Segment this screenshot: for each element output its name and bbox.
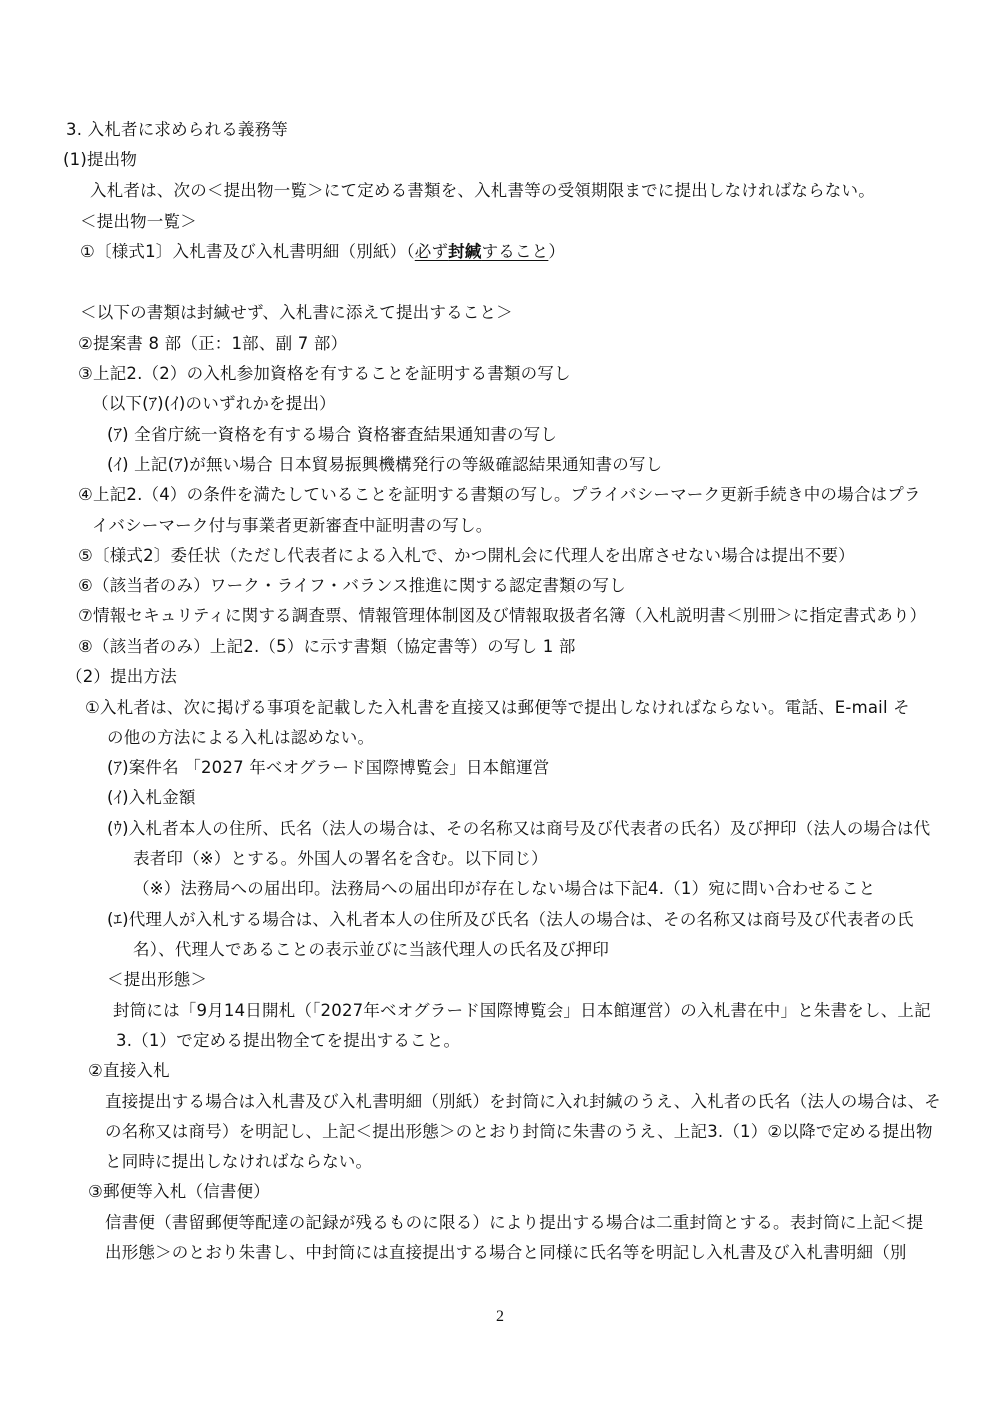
item-2: ②提案書 8 部（正：1部、副 7 部） xyxy=(78,334,348,353)
form-line-2: 3.（1）で定める提出物全てを提出すること。 xyxy=(116,1031,461,1050)
method-1-d-line-1: (ｴ)代理人が入札する場合は、入札者本人の住所及び氏名（法人の場合は、その名称又は商号及び代表者の氏 xyxy=(107,910,914,929)
method-1-a: (ｱ)案件名 「2027 年ベオグラード国際博覧会」日本館運営 xyxy=(107,758,550,777)
method-2-line-1: 直接提出する場合は入札書及び入札書明細（別紙）を封筒に入れ封緘のうえ、入札者の氏名（法人の場合は、そ xyxy=(105,1092,941,1111)
item-6: ⑥（該当者のみ）ワーク・ライフ・バランス推進に関する認定書類の写し xyxy=(78,576,626,595)
method-2-line-2: の名称又は商号）を明記し、上記＜提出形態＞のとおり封筒に朱書のうえ、上記3.（1）②以降で定める提出物 xyxy=(105,1122,933,1141)
list-heading: ＜提出物一覧＞ xyxy=(80,212,197,231)
method-3-line-1: 信書便（書留郵便等配達の記録が残るものに限る）により提出する場合は二重封筒とする。表封筒に上記＜提 xyxy=(105,1213,924,1232)
method-1-c-line-1: (ｳ)入札者本人の住所、氏名（法人の場合は、その名称又は商号及び代表者の氏名）及び押印（法人の場合は代 xyxy=(107,819,931,838)
item-8: ⑧（該当者のみ）上記2.（5）に示す書類（協定書等）の写し 1 部 xyxy=(78,637,576,656)
item-5: ⑤〔様式2〕委任状（ただし代表者による入札で、かつ開札会に代理人を出席させない場合は提出不要） xyxy=(78,546,855,565)
item-3-option-a: (ｱ) 全省庁統一資格を有する場合 資格審査結果通知書の写し xyxy=(107,425,558,444)
method-2-line-3: と同時に提出しなければならない。 xyxy=(105,1152,373,1171)
method-1-d-line-2: 名）、代理人であることの表示並びに当該代理人の氏名及び押印 xyxy=(133,940,610,959)
method-1-line-2: の他の方法による入札は認めない。 xyxy=(107,728,375,747)
method-3-line-2: 出形態＞のとおり朱書し、中封筒には直接提出する場合と同様に氏名等を明記し入札書及び入札書明細（別 xyxy=(105,1243,907,1262)
method-1-c-line-2: 表者印（※）とする。外国人の署名を含む。以下同じ） xyxy=(133,849,548,868)
form-heading: ＜提出形態＞ xyxy=(107,970,208,989)
item-3: ③上記2.（2）の入札参加資格を有することを証明する書類の写し xyxy=(78,364,571,383)
method-1-b: (ｲ)入札金額 xyxy=(107,788,196,807)
method-2-heading: ②直接入札 xyxy=(88,1061,170,1080)
sub2-heading: （2）提出方法 xyxy=(66,667,177,686)
section-heading: 3. 入札者に求められる義務等 xyxy=(66,120,288,139)
item-1-emphasis-must: 必ず xyxy=(414,242,449,261)
item-1-suffix: ） xyxy=(548,242,566,261)
item-1-emphasis-do: すること xyxy=(481,242,549,261)
method-1-c-note: （※）法務局への届出印。法務局への届出印が存在しない場合は下記4.（1）宛に問い合わせること xyxy=(133,879,876,898)
method-1-line-1: ①入札者は、次に掲げる事項を記載した入札書を直接又は郵便等で提出しなければならない。電話、E-mail そ xyxy=(85,698,910,717)
item-3-option-b: (ｲ) 上記(ｱ)が無い場合 日本貿易振興機構発行の等級確認結果通知書の写し xyxy=(107,455,663,474)
sub1-heading: (1)提出物 xyxy=(63,150,138,169)
intro-paragraph: 入札者は、次の＜提出物一覧＞にて定める書類を、入札書等の受領期限までに提出しなければならない。 xyxy=(90,181,875,200)
item-4-line-2: イバシーマーク付与事業者更新審査中証明書の写し。 xyxy=(92,516,493,535)
form-line-1: 封筒には「9月14日開札（「2027年ベオグラード国際博覧会」日本館運営）の入札書在中」と朱書をし、上記 xyxy=(113,1001,931,1020)
item-7: ⑦情報セキュリティに関する調査票、情報管理体制図及び情報取扱者名簿（入札説明書＜別冊＞に指定書式あり） xyxy=(78,606,927,625)
item-3-note: （以下(ｱ)(ｲ)のいずれかを提出） xyxy=(92,394,336,413)
item-1-prefix: ①〔様式1〕入札書及び入札書明細（別紙）（ xyxy=(80,242,415,261)
page-number: 2 xyxy=(496,1308,504,1325)
method-3-heading: ③郵便等入札（信書便） xyxy=(88,1182,270,1201)
item-4-line-1: ④上記2.（4）の条件を満たしていることを証明する書類の写し。プライバシーマーク更新手続き中の場合はプラ xyxy=(78,485,921,504)
item-1 xyxy=(80,242,565,262)
item-1-emphasis-seal: 封緘 xyxy=(448,242,482,261)
note-not-sealed: ＜以下の書類は封緘せず、入札書に添えて提出すること＞ xyxy=(80,303,513,322)
